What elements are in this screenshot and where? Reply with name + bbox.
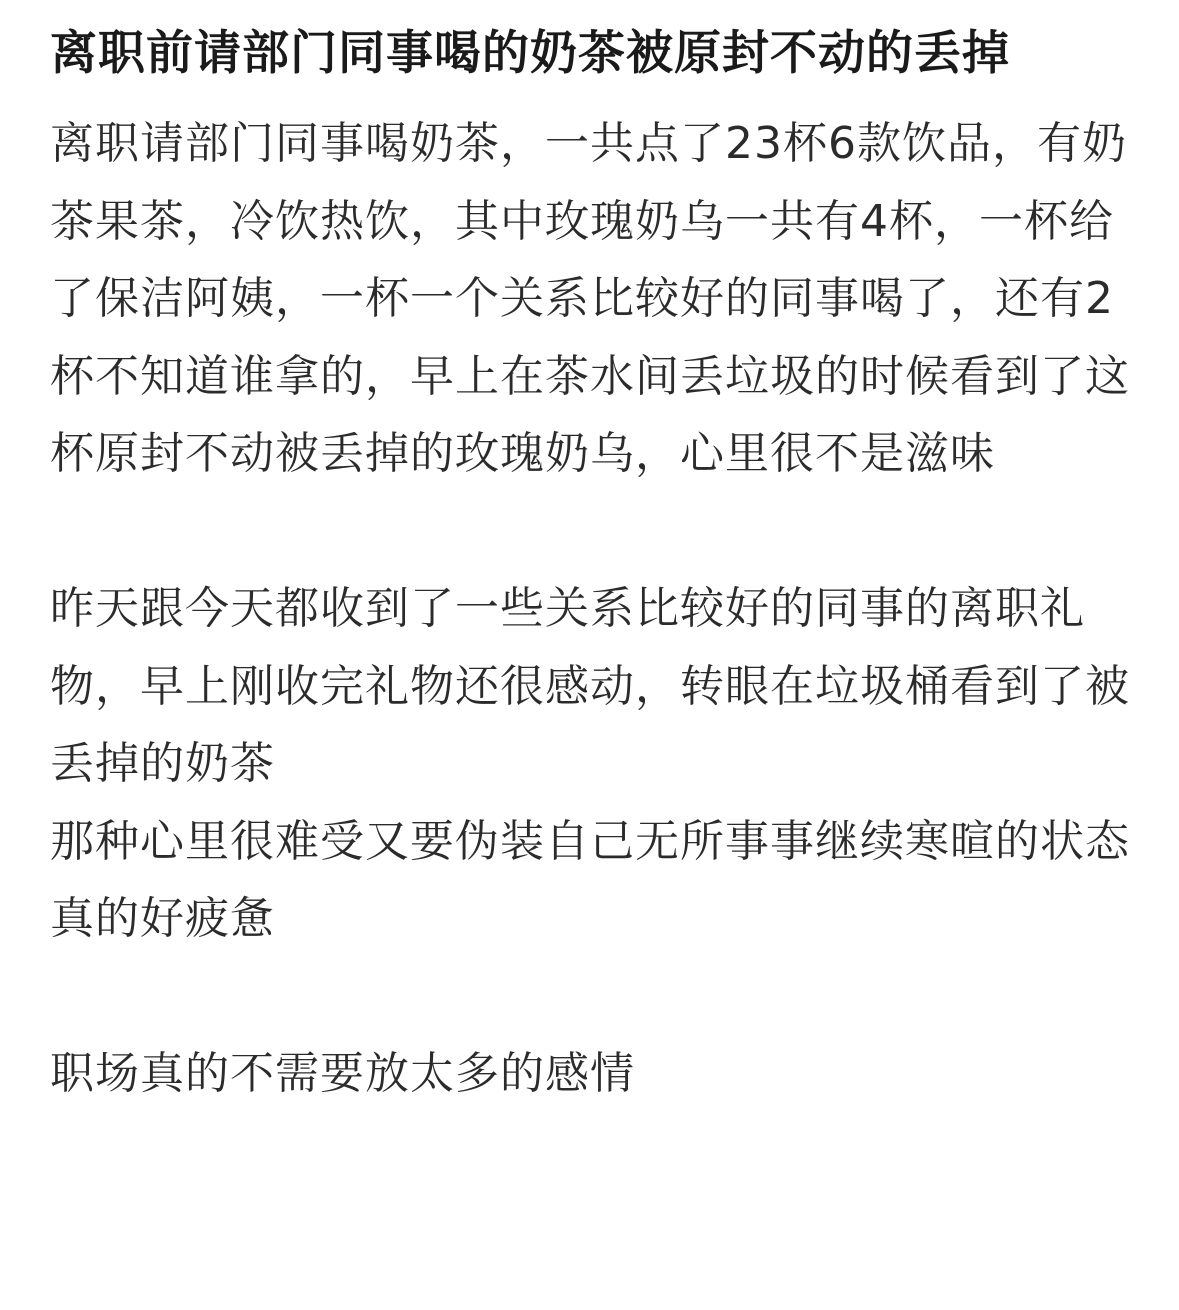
- post-title: 离职前请部门同事喝的奶茶被原封不动的丢掉: [50, 26, 1010, 81]
- post-paragraph-3: 那种心里很难受又要伪装自己无所事事继续寒暄的状态真的好疲惫: [50, 815, 1130, 944]
- post-paragraph-4: 职场真的不需要放太多的感情: [50, 1048, 635, 1099]
- post-body: [50, 105, 1130, 1113]
- post-article: [50, 14, 1130, 1113]
- paragraph-gap: [50, 958, 1130, 1036]
- post-paragraph-1: 离职请部门同事喝奶茶，一共点了23杯6款饮品，有奶茶果茶，冷饮热饮，其中玫瑰奶乌一共有4杯，一杯给了保洁阿姨，一杯一个关系比较好的同事喝了，还有2杯不知道谁拿的，早上在茶水间丢垃圾的时候看到了这杯原封不动被丢掉的玫瑰奶乌，心里很不是滋味: [50, 118, 1130, 479]
- post-paragraph-2: 昨天跟今天都收到了一些关系比较好的同事的离职礼物，早上刚收完礼物还很感动，转眼在垃圾桶看到了被丢掉的奶茶: [50, 583, 1130, 789]
- paragraph-gap: [50, 493, 1130, 571]
